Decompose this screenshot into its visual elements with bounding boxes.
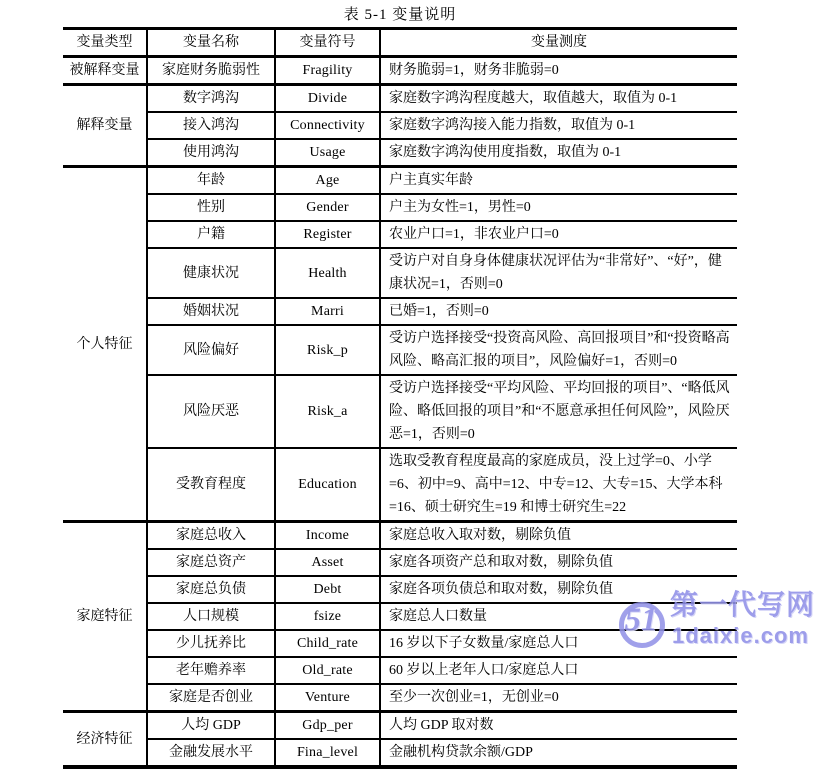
table-row [63, 85, 737, 113]
variable-symbol-cell: Fragility [275, 57, 380, 85]
variable-symbol-cell: Gdp_per [275, 712, 380, 740]
header-row [63, 29, 737, 57]
table-row [63, 712, 737, 740]
table-row [63, 448, 737, 522]
variable-measure-cell: 受访户选择接受“平均风险、平均回报的项目”、“略低风险、略低回报的项目”和“不愿意承担任何风险”，风险厌恶=1，否则=0 [380, 375, 737, 448]
variable-name-cell: 户籍 [147, 221, 275, 248]
variable-symbol-cell: Asset [275, 549, 380, 576]
variable-name-cell: 家庭总负债 [147, 576, 275, 603]
table-row [63, 657, 737, 684]
variable-measure-cell: 户主真实年龄 [380, 167, 737, 195]
table-row [63, 248, 737, 298]
table-row [63, 325, 737, 375]
variable-measure-cell: 家庭各项资产总和取对数，剔除负值 [380, 549, 737, 576]
table-row [63, 194, 737, 221]
table-row [63, 298, 737, 325]
variable-symbol-cell: Venture [275, 684, 380, 712]
table-row [63, 522, 737, 550]
variable-symbol-cell: Connectivity [275, 112, 380, 139]
variable-symbol-cell: Marri [275, 298, 380, 325]
variable-symbol-cell: Debt [275, 576, 380, 603]
variable-name-cell: 年龄 [147, 167, 275, 195]
variable-symbol-cell: Child_rate [275, 630, 380, 657]
variable-measure-cell: 已婚=1，否则=0 [380, 298, 737, 325]
table-row [63, 375, 737, 448]
page-title: 表 5-1 变量说明 [343, 7, 457, 23]
table-body [63, 57, 737, 768]
variable-measure-cell: 家庭各项负债总和取对数，剔除负值 [380, 576, 737, 603]
variable-symbol-cell: Gender [275, 194, 380, 221]
variable-type-cell: 个人特征 [63, 167, 147, 522]
variable-name-cell: 性别 [147, 194, 275, 221]
table-row [63, 221, 737, 248]
variable-name-cell: 家庭是否创业 [147, 684, 275, 712]
variable-name-cell: 家庭总资产 [147, 549, 275, 576]
variable-measure-cell: 户主为女性=1，男性=0 [380, 194, 737, 221]
variable-measure-cell: 家庭数字鸿沟使用度指数，取值为 0-1 [380, 139, 737, 167]
variable-symbol-cell: Old_rate [275, 657, 380, 684]
table-row [63, 57, 737, 85]
variable-symbol-cell: Usage [275, 139, 380, 167]
column-header: 变量符号 [275, 29, 380, 57]
variable-name-cell: 风险偏好 [147, 325, 275, 375]
variable-measure-cell: 人均 GDP 取对数 [380, 712, 737, 740]
variable-measure-cell: 选取受教育程度最高的家庭成员，没上过学=0、小学=6、初中=9、高中=12、中专=12、大专=15、大学本科=16、硕士研究生=19 和博士研究生=22 [380, 448, 737, 522]
variable-type-cell: 解释变量 [63, 85, 147, 167]
variable-symbol-cell: Fina_level [275, 739, 380, 767]
variable-measure-cell: 家庭数字鸿沟程度越大，取值越大，取值为 0-1 [380, 85, 737, 113]
table-row [63, 684, 737, 712]
variable-type-cell: 被解释变量 [63, 57, 147, 85]
variable-symbol-cell: Register [275, 221, 380, 248]
variable-name-cell: 数字鸿沟 [147, 85, 275, 113]
variable-measure-cell: 家庭总人口数量 [380, 603, 737, 630]
variable-name-cell: 使用鸿沟 [147, 139, 275, 167]
variable-symbol-cell: Age [275, 167, 380, 195]
variable-name-cell: 少儿抚养比 [147, 630, 275, 657]
variable-name-cell: 接入鸿沟 [147, 112, 275, 139]
table-row [63, 549, 737, 576]
variable-name-cell: 家庭财务脆弱性 [147, 57, 275, 85]
variable-measure-cell: 家庭数字鸿沟接入能力指数，取值为 0-1 [380, 112, 737, 139]
table-row [63, 139, 737, 167]
table-row [63, 630, 737, 657]
table-row [63, 603, 737, 630]
variable-name-cell: 人均 GDP [147, 712, 275, 740]
table-row [63, 739, 737, 767]
column-header: 变量类型 [63, 29, 147, 57]
variable-measure-cell: 60 岁以上老年人口/家庭总人口 [380, 657, 737, 684]
variable-name-cell: 金融发展水平 [147, 739, 275, 767]
variable-symbol-cell: Health [275, 248, 380, 298]
variable-name-cell: 人口规模 [147, 603, 275, 630]
variable-measure-cell: 受访户对自身身体健康状况评估为“非常好”、“好”，健康状况=1，否则=0 [380, 248, 737, 298]
variable-symbol-cell: Risk_a [275, 375, 380, 448]
variable-name-cell: 婚姻状况 [147, 298, 275, 325]
variable-symbol-cell: Education [275, 448, 380, 522]
watermark-51-badge: 51 [624, 602, 658, 638]
variable-symbol-cell: Divide [275, 85, 380, 113]
variable-measure-cell: 至少一次创业=1，无创业=0 [380, 684, 737, 712]
table-header [63, 29, 737, 57]
variable-symbol-cell: Income [275, 522, 380, 550]
variable-type-cell: 家庭特征 [63, 522, 147, 712]
variable-type-cell: 经济特征 [63, 712, 147, 768]
table-row [63, 167, 737, 195]
variables-table [63, 27, 737, 769]
variable-measure-cell: 财务脆弱=1，财务非脆弱=0 [380, 57, 737, 85]
variable-measure-cell: 16 岁以下子女数量/家庭总人口 [380, 630, 737, 657]
variable-measure-cell: 家庭总收入取对数，剔除负值 [380, 522, 737, 550]
variable-name-cell: 健康状况 [147, 248, 275, 298]
watermark-site-name: 第一代写网 [670, 589, 816, 620]
variable-name-cell: 风险厌恶 [147, 375, 275, 448]
variable-name-cell: 受教育程度 [147, 448, 275, 522]
variable-name-cell: 老年赡养率 [147, 657, 275, 684]
table-row [63, 112, 737, 139]
variable-symbol-cell: Risk_p [275, 325, 380, 375]
variable-measure-cell: 金融机构贷款余额/GDP [380, 739, 737, 767]
table-row [63, 576, 737, 603]
variable-symbol-cell: fsize [275, 603, 380, 630]
watermark-site-url: 1daixie.com [672, 623, 809, 648]
column-header: 变量名称 [147, 29, 275, 57]
variable-measure-cell: 农业户口=1，非农业户口=0 [380, 221, 737, 248]
variable-name-cell: 家庭总收入 [147, 522, 275, 550]
variable-measure-cell: 受访户选择接受“投资高风险、高回报项目”和“投资略高风险、略高汇报的项目”，风险偏好=1，否则=0 [380, 325, 737, 375]
column-header: 变量测度 [380, 29, 737, 57]
